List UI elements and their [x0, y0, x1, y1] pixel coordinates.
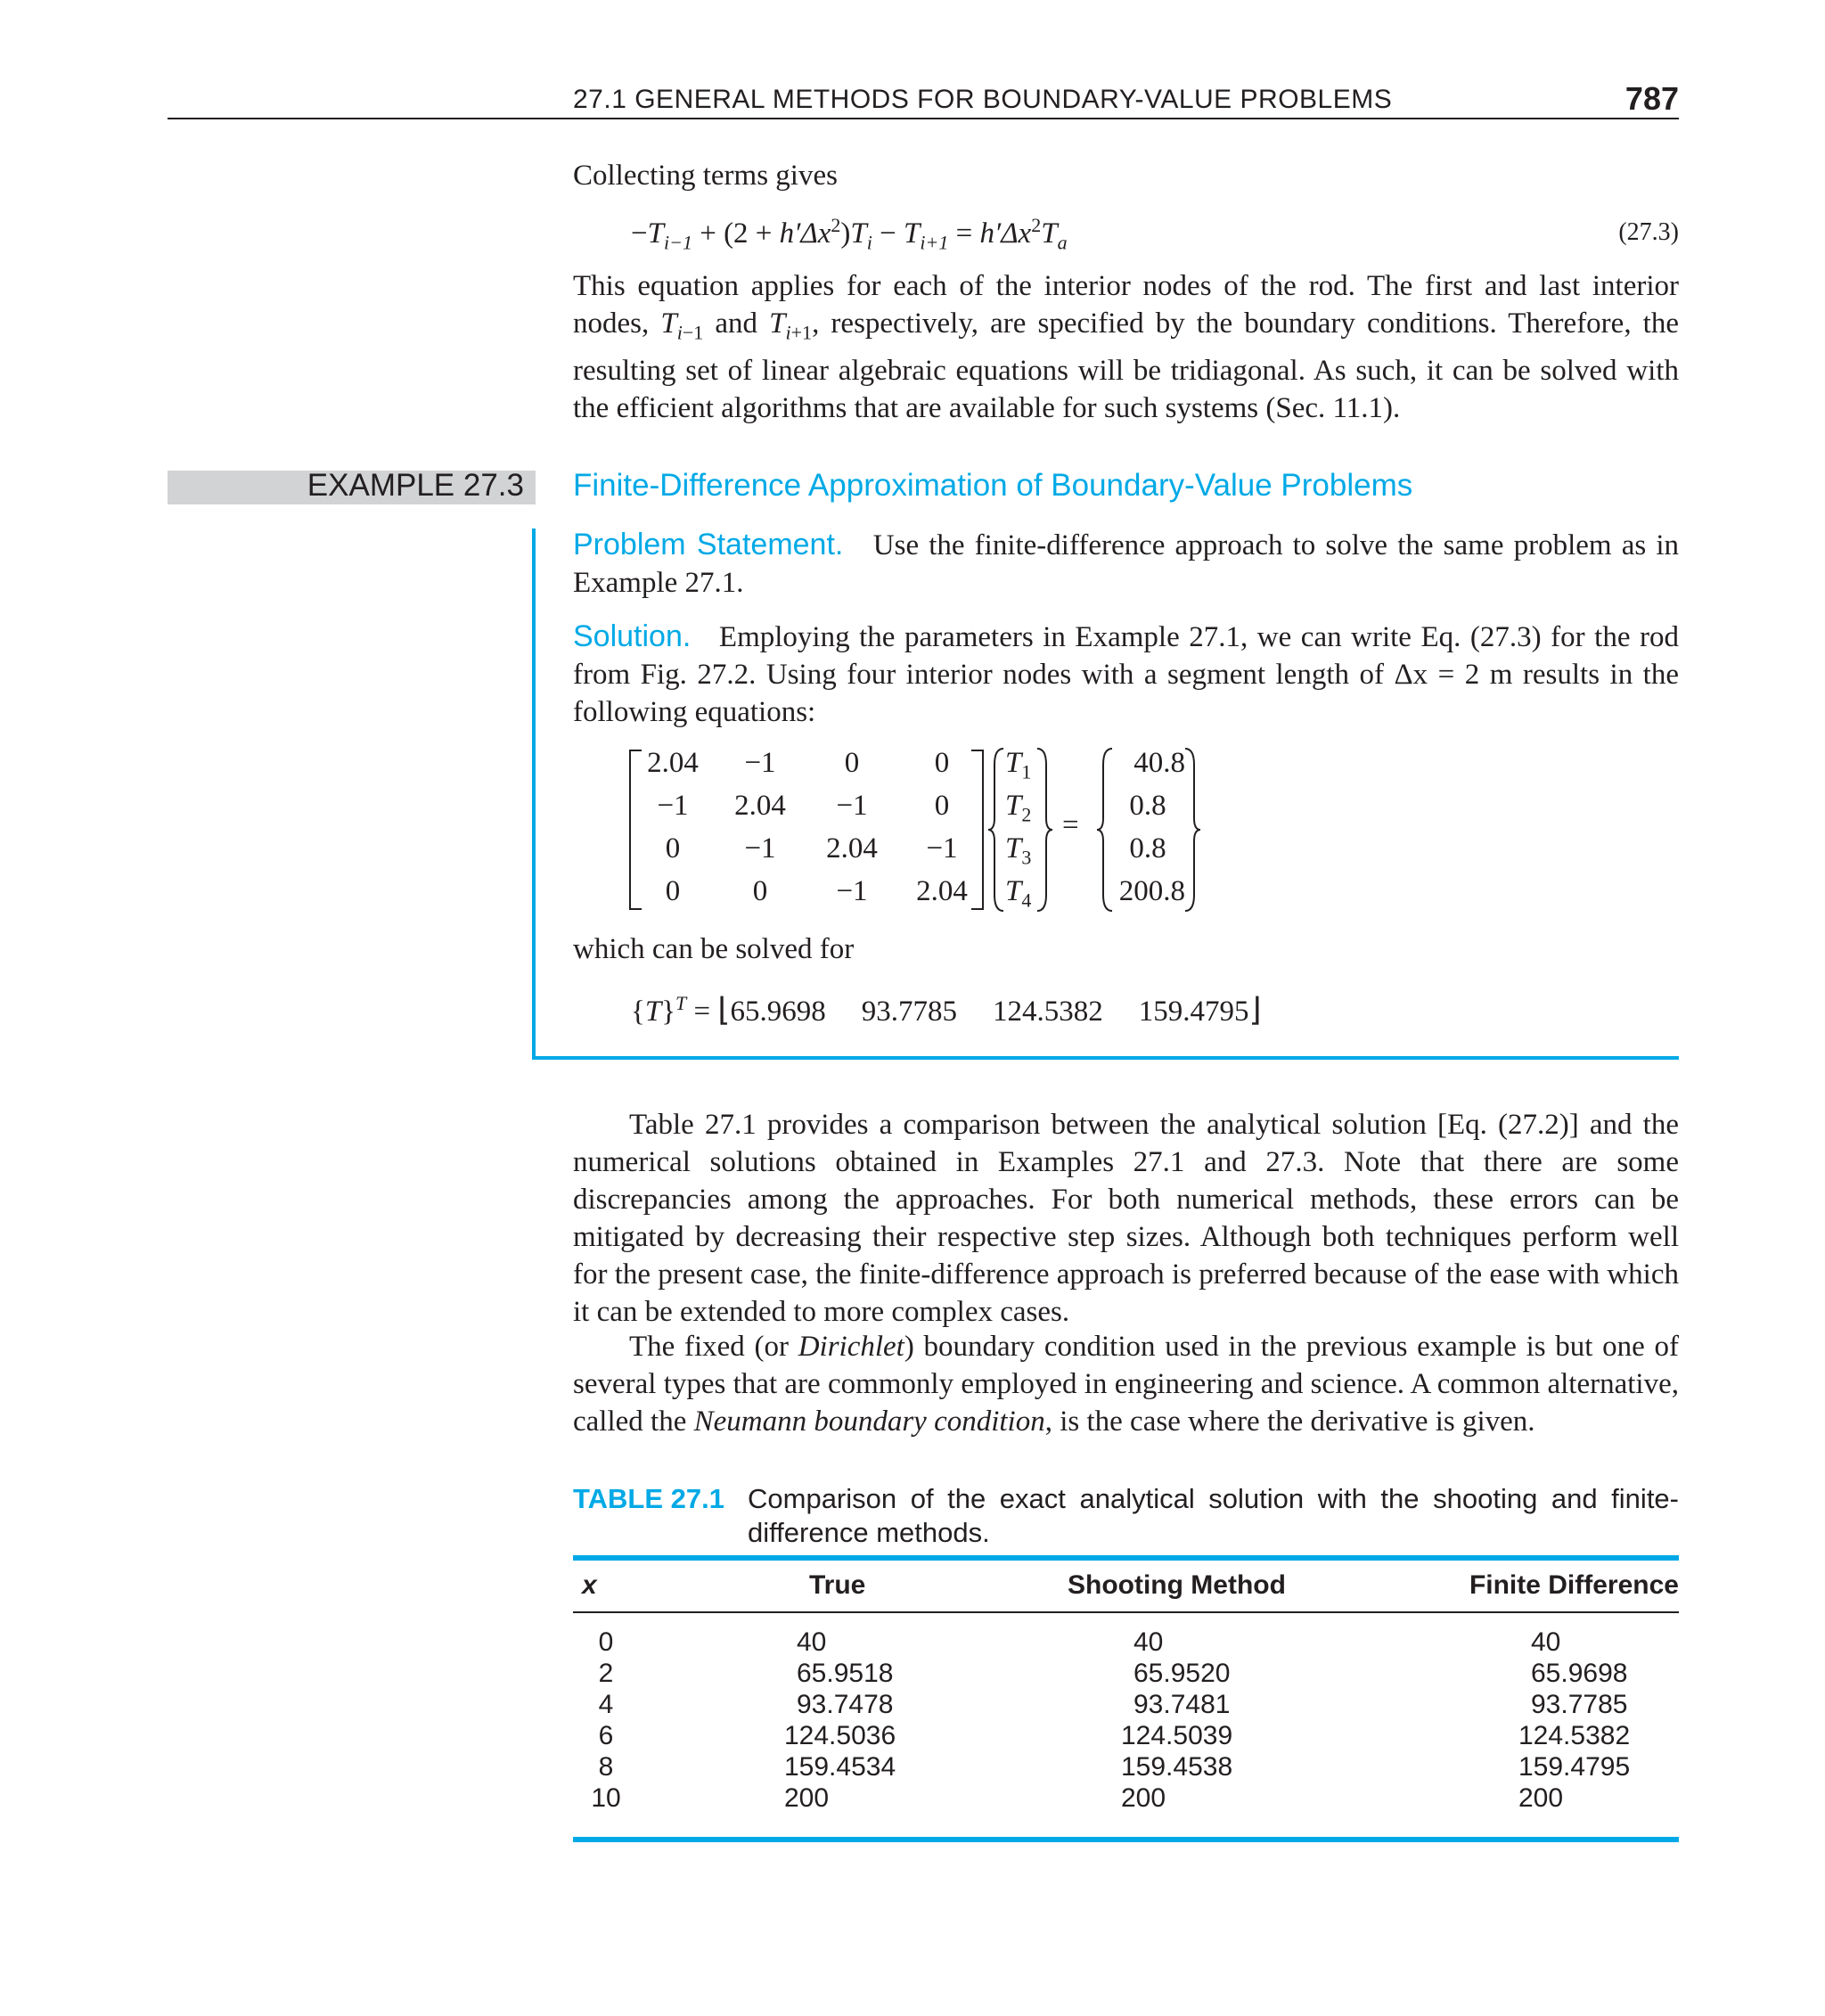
table-cell: 159.4534	[784, 1752, 896, 1782]
column-header-true: True	[809, 1570, 866, 1600]
table-cell: 65.9520	[1133, 1659, 1231, 1688]
matrix-cell: 2.04	[734, 790, 786, 822]
table-caption	[573, 1482, 1679, 1550]
table-cell: 40	[797, 1627, 827, 1657]
matrix-cell: 2.04	[826, 832, 878, 865]
table-cell: 200	[784, 1783, 830, 1813]
solution-paragraph	[573, 618, 1679, 731]
matrix-cell: −1	[836, 875, 868, 907]
solution-value: 93.7785	[861, 996, 957, 1028]
text-run: The fixed (or	[629, 1331, 798, 1363]
matrix-cell: 0	[934, 790, 950, 822]
table-cell: 65.9698	[1531, 1659, 1628, 1688]
discussion-paragraph-2	[573, 1328, 1679, 1440]
text-run: ) boundary condition used in the previous example is but one of several types that are commonly employed in engineering and science. A common alternative, called the	[573, 1331, 1679, 1438]
matrix-right-bracket	[982, 750, 984, 910]
matrix-cell: 0	[934, 747, 950, 779]
table-cell: 0	[598, 1627, 614, 1657]
unknown-t1: $T_1$	[1005, 747, 1032, 783]
matrix-cell: −1	[836, 790, 868, 822]
problem-statement-text: Use the finite-difference approach to solve the same problem as in Example 27.1.	[573, 529, 1679, 599]
running-header: 27.1 GENERAL METHODS FOR BOUNDARY-VALUE PROBLEMS	[573, 85, 1393, 114]
rhs-value: 0.8	[1129, 832, 1166, 865]
rhs-value: 40.8	[1133, 747, 1185, 779]
table-cell: 124.5036	[784, 1721, 896, 1750]
right-brace-icon	[1183, 747, 1201, 913]
matrix-cell: −1	[744, 832, 776, 865]
discussion-paragraph-1: Table 27.1 provides a comparison between the analytical solution [Eq. (27.2)] and the numerical solutions obtained in Examples 27.1 and 27.3. Note that there are some discrepancies among the approaches. For both numerical methods, these errors can be mitigated by decreasing their respective step sizes. Although both techniques perform well for the present case, the finite-difference approach is preferred because of the ease with which it can be extended to more complex cases.	[573, 1109, 1679, 1328]
matrix-cell: 0	[844, 747, 860, 779]
table-cell: 124.5039	[1121, 1721, 1233, 1750]
intro-paragraph: This equation applies for each of the interior nodes of the rod. The first and last interior nodes, $T_{i-1}$ and $T_{i+1}$, respectively, are specified by the boundary conditions. Therefore, the resulting set of linear algebraic equations will be tridiagonal. As such, it can be solved with the efficient algorithms that are available for such systems (Sec. 11.1).	[573, 270, 1679, 424]
matrix-cell: 0	[665, 875, 681, 907]
term-neumann: Neumann boundary condition	[693, 1405, 1045, 1438]
matrix-cell: −1	[744, 747, 776, 779]
unknown-t3: $T_3$	[1005, 832, 1032, 869]
table-caption-text: Comparison of the exact analytical solution with the shooting and finite-difference methods.	[748, 1483, 1679, 1548]
page-number: 787	[1624, 80, 1679, 117]
equation-number: (27.3)	[1618, 218, 1679, 246]
table-cell: 200	[1518, 1783, 1564, 1813]
solution-text: Employing the parameters in Example 27.1, we can write Eq. (27.3) for the rod from Fig. 27.2. Using four interior nodes with a segment length of Δx = 2 m results in the following equations:	[573, 621, 1679, 728]
solution-vector-lhs: $\{T\}^T$ =	[631, 992, 718, 1028]
matrix-left-bracket-bottom	[629, 908, 642, 910]
unknown-t4: $T_4$	[1005, 875, 1032, 912]
table-cell: 200	[1121, 1783, 1166, 1813]
table-top-rule	[573, 1555, 1679, 1561]
table-cell: 6	[598, 1721, 614, 1750]
table-cell: 10	[591, 1783, 621, 1813]
table-cell: 93.7785	[1531, 1690, 1628, 1719]
table-cell: 93.7481	[1133, 1690, 1231, 1719]
rhs-value: 0.8	[1129, 790, 1166, 822]
solution-vector	[631, 985, 1262, 1030]
matrix-left-bracket	[629, 750, 631, 910]
unknown-t2: $T_2$	[1005, 790, 1032, 826]
term-dirichlet: Dirichlet	[798, 1331, 904, 1363]
column-header-x: x	[582, 1570, 597, 1600]
table-bottom-rule	[573, 1837, 1679, 1842]
table-number: TABLE 27.1	[573, 1483, 724, 1514]
table-cell: 40	[1133, 1627, 1164, 1657]
matrix-cell: 0	[665, 832, 681, 865]
table-cell: 65.9518	[797, 1659, 894, 1688]
floor-right: ⌋	[1248, 992, 1262, 1028]
header-rule	[168, 118, 1679, 119]
matrix-cell: −1	[657, 790, 689, 822]
solution-value: 124.5382	[992, 996, 1103, 1028]
example-label: EXAMPLE 27.3	[307, 468, 524, 503]
problem-statement	[573, 526, 1679, 602]
example-left-bar	[532, 529, 536, 1060]
collecting-terms-text: Collecting terms gives	[573, 160, 838, 192]
matrix-right-bracket-bottom	[971, 908, 984, 910]
example-title: Finite-Difference Approximation of Boundary-Value Problems	[573, 468, 1413, 503]
matrix-cell: 2.04	[916, 875, 968, 907]
table-cell: 8	[598, 1752, 614, 1782]
floor-left: ⌊	[717, 992, 731, 1028]
solution-value: 159.4795	[1138, 996, 1249, 1028]
table-cell: 159.4795	[1518, 1752, 1631, 1782]
equals-sign: =	[1062, 809, 1079, 841]
table-header-rule	[573, 1611, 1679, 1613]
rhs-value: 200.8	[1118, 875, 1185, 907]
text-run: , is the case where the derivative is given.	[1044, 1405, 1535, 1438]
solution-value: 65.9698	[730, 996, 826, 1028]
matrix-cell: 0	[752, 875, 768, 907]
right-brace-icon	[1035, 747, 1053, 913]
problem-statement-heading: Problem Statement.	[573, 528, 844, 561]
column-header-shooting: Shooting Method	[1068, 1570, 1286, 1600]
matrix-cell: −1	[926, 832, 958, 865]
solution-heading: Solution.	[573, 619, 692, 653]
left-brace-icon	[987, 747, 1005, 913]
table-cell: 40	[1531, 1627, 1561, 1657]
table-cell: 124.5382	[1518, 1721, 1631, 1750]
equation-27-3: $-T_{i-1} + (2 + h'\Delta x^2)T_i - T_{i+1} = h'\Delta x^2T_a$	[631, 214, 1068, 254]
example-bottom-rule	[532, 1056, 1679, 1060]
table-cell: 93.7478	[797, 1690, 894, 1719]
table-cell: 159.4538	[1121, 1752, 1233, 1782]
table-cell: 2	[598, 1659, 614, 1688]
column-header-finite-difference: Finite Difference	[1469, 1570, 1679, 1600]
matrix-cell: 2.04	[647, 747, 699, 779]
solved-for-text: which can be solved for	[573, 933, 855, 965]
table-cell: 4	[598, 1690, 614, 1719]
